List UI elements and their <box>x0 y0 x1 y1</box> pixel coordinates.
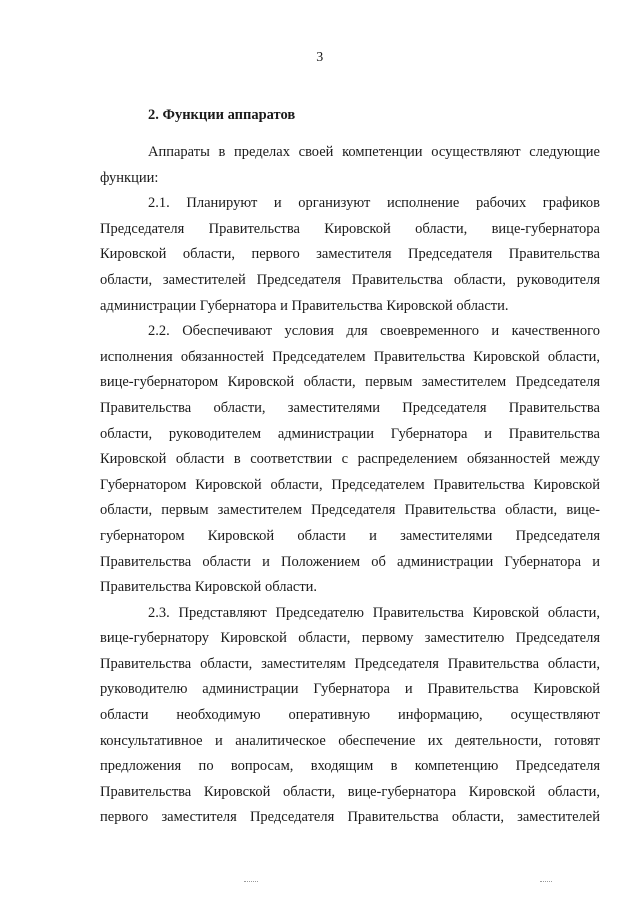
text-line: Кировской области в соответствии с распределением обязанностей между <box>100 451 600 468</box>
text-line: Правительства Кировской области. <box>100 579 318 596</box>
scan-artifact <box>540 880 552 882</box>
text-line: Аппараты в пределах своей компетенции осуществляют следующие <box>148 144 600 160</box>
document-body <box>100 104 600 831</box>
text-line: области, заместителей Председателя Правительства области, руководителя <box>100 271 600 288</box>
text-line: исполнения обязанностей Председателем Правительства Кировской области, <box>100 348 600 365</box>
text-line: первого заместителя Председателя Правительства области, заместителей <box>100 809 600 826</box>
text-line: Правительства Кировской области, вице-губернатора Кировской области, <box>100 783 600 800</box>
text-line: администрации Губернатора и Правительства Кировской области. <box>100 297 509 314</box>
text-line: функции: <box>100 169 159 186</box>
section-heading: 2. Функции аппаратов <box>148 107 296 123</box>
page-number: 3 <box>316 50 324 65</box>
text-line: Председателя Правительства Кировской области, вице-губернатора <box>100 220 600 237</box>
text-line: области, первым заместителем Председателя Правительства области, вице- <box>100 502 600 519</box>
text-line: области необходимую оперативную информацию, осуществляют <box>100 707 600 724</box>
text-line: 2.3. Представляют Председателю Правительства Кировской области, <box>148 604 600 621</box>
text-line: Правительства области, заместителями Председателя Правительства <box>100 399 600 416</box>
text-line: Губернатором Кировской области, Председателем Правительства Кировской <box>100 476 600 493</box>
text-line: области, руководителем администрации Губернатора и Правительства <box>100 425 600 442</box>
paragraph-2-3 <box>100 601 600 831</box>
paragraph-2-1 <box>100 191 600 319</box>
paragraph-intro <box>100 140 600 191</box>
scan-artifact <box>244 880 258 882</box>
text-line: 2.2. Обеспечивают условия для своевременного и качественного <box>148 323 600 340</box>
text-line: Правительства области, заместителям Председателя Правительства области, <box>100 655 600 672</box>
text-line: Правительства области и Положением об администрации Губернатора и <box>100 553 600 570</box>
paragraph-2-2 <box>100 319 600 601</box>
text-line: вице-губернатору Кировской области, первому заместителю Председателя <box>100 630 600 647</box>
text-line: Кировской области, первого заместителя Председателя Правительства <box>100 246 600 263</box>
text-line: руководителю администрации Губернатора и Правительства Кировской <box>100 681 600 698</box>
text-line: предложения по вопросам, входящим в компетенцию Председателя <box>100 758 600 775</box>
text-line: 2.1. Планируют и организуют исполнение рабочих графиков <box>148 195 600 212</box>
text-line: вице-губернатором Кировской области, первым заместителем Председателя <box>100 374 600 391</box>
text-line: губернатором Кировской области и заместителями Председателя <box>100 527 600 544</box>
text-line: консультативное и аналитическое обеспечение их деятельности, готовят <box>100 732 600 749</box>
